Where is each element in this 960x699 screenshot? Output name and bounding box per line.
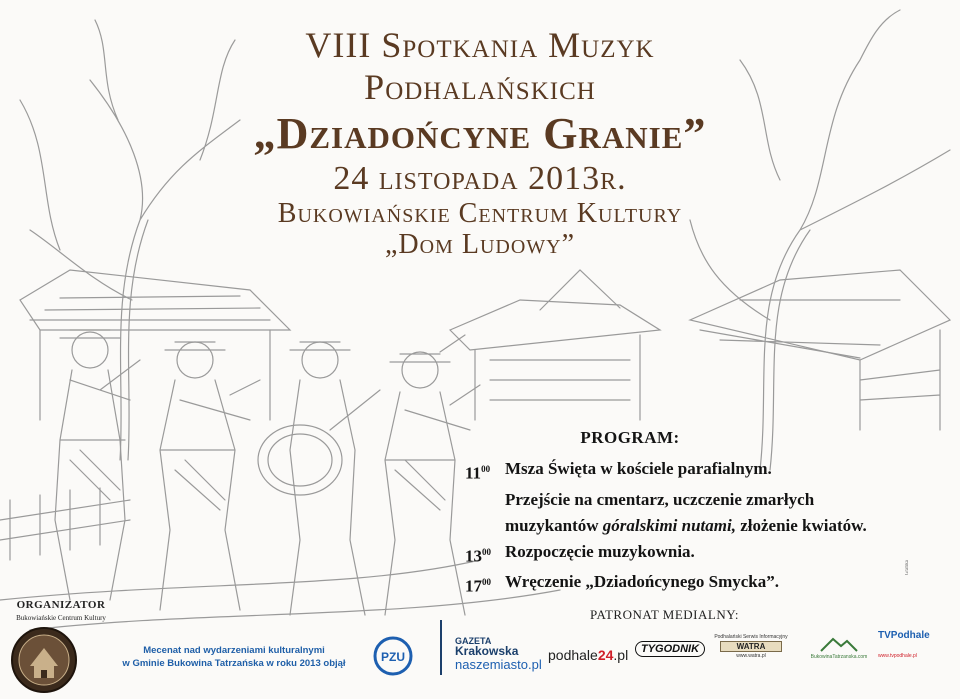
organizer-label: ORGANIZATOR — [16, 599, 106, 611]
venue-line-2: „Dom Ludowy” — [384, 229, 576, 260]
venue-line-1: Bukowiańskie Centrum Kultury — [277, 198, 683, 229]
program-item — [465, 539, 945, 570]
watra-logo: Podhalański Serwis Informacyjny WATRA www.watra.pl — [714, 634, 788, 659]
title-line-1: VIII Spotkania Muzyk — [305, 25, 655, 65]
event-date: 24 listopada 2013r. — [333, 160, 627, 197]
program-continuation: muzykantów góralskimi nutami, złożenie kwiatów. — [505, 515, 867, 535]
patron-note-line: Mecenat nad wydarzeniami kulturalnymi — [143, 645, 325, 656]
patron-note — [118, 644, 350, 670]
title-line-2: Podhalańskich — [364, 67, 596, 107]
tygodnik-logo: TYGODNIK — [635, 641, 705, 657]
sponsor-divider — [440, 620, 442, 675]
tvpodhale-logo: TVPodhale www.tvpodhale.pl — [878, 630, 930, 659]
event-name: „Dziadońcyne Granie” — [253, 109, 707, 158]
program-heading: PROGRAM: — [580, 428, 680, 447]
gazeta-krakowska-logo: GAZETA Krakowska naszemiasto.pl — [455, 636, 542, 672]
program-item — [465, 456, 945, 487]
program-time: $17^{00}$ — [465, 576, 491, 596]
organizer-seal-icon — [10, 626, 78, 694]
program-text: Msza Święta w kościele parafialnym. — [505, 459, 772, 478]
media-patronage-label: PATRONAT MEDIALNY: — [590, 607, 740, 622]
patron-note-line: w Gminie Bukowina Tatrzańska w roku 2013 objął — [122, 658, 346, 669]
bukowina-logo: BukowinaTatrzanska.com — [808, 636, 870, 660]
program-text: Wręczenie „Dziadońcynego Smycka”. — [505, 572, 780, 592]
pzu-logo-icon — [373, 636, 413, 676]
illustration-credit: Grafika — [905, 560, 910, 576]
program-text: Rozpoczęcie muzykownia. — [505, 541, 695, 561]
program-block — [465, 428, 945, 600]
program-time: $11^{00}$ — [465, 463, 491, 483]
organizer-name: Bukowiańskie Centrum Kultury — [16, 614, 106, 622]
mountain-icon — [819, 636, 859, 652]
program-time: $13^{00}$ — [465, 546, 491, 566]
podhale24-logo: podhale24.pl — [548, 647, 629, 663]
program-continuation: Przejście na cmentarz, uczczenie zmarłych — [505, 489, 815, 509]
program-item — [465, 569, 945, 600]
svg-text:PZU: PZU — [381, 650, 405, 664]
